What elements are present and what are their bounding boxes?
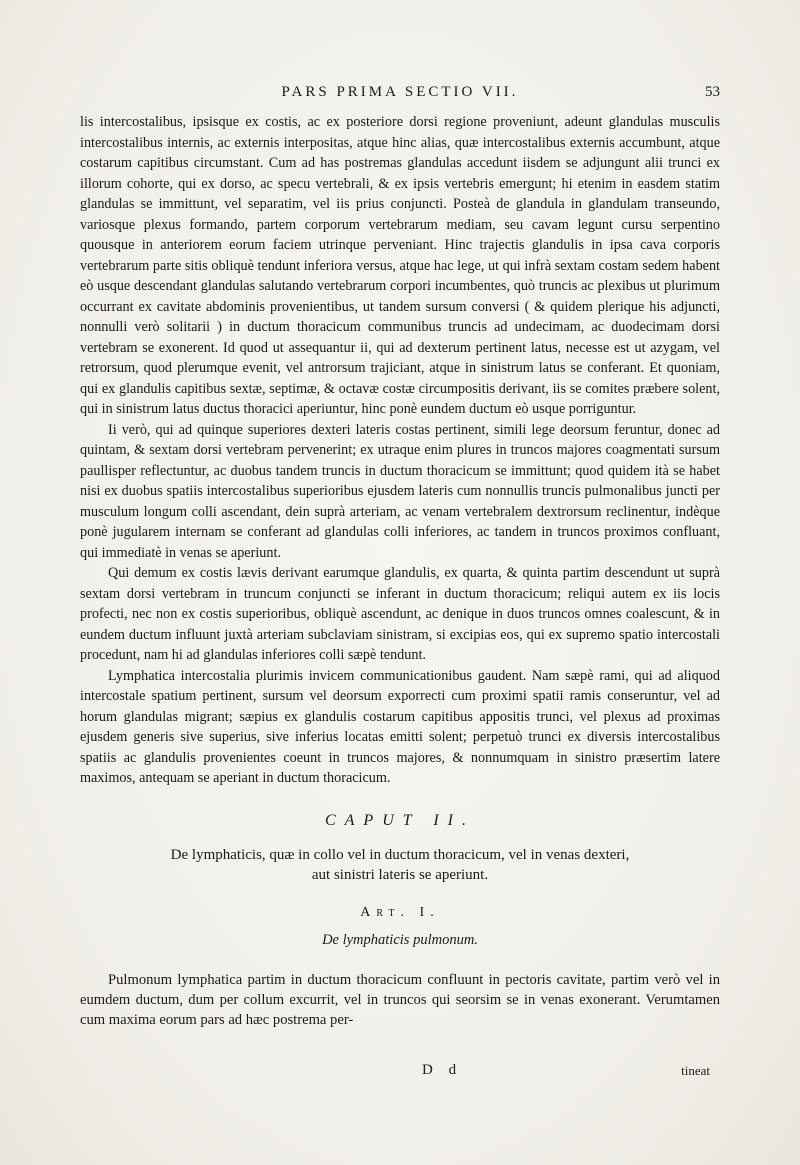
chapter-subtitle-line-2: aut sinistri lateris se aperiunt.	[311, 867, 489, 883]
page-number: 53	[705, 84, 720, 100]
paragraph-5: Pulmonum lymphatica partim in ductum thoracicum confluunt in pectoris cavitate, partim verò vel in eumdem ductum, dum per collum excurrit, vel in truncos qui seorsim se in venas exonerant. Verumtamen cum maxima eorum pars ad hæc postrema per-	[80, 972, 720, 1028]
catchword: tineat	[681, 1063, 710, 1078]
paragraph-4: Lymphatica intercostalia plurimis invicem communicationibus gaudent. Nam sæpè rami, qui ad aliquod intercostale spatium pertinent, sursum vel deorsum exporrecti cum proximi spatii ramis conseruntur, vel ad horum glandulas migrant; sæpius ex glandulis costarum capitibus appositis trunci, vel plexus ad proximas ejusdem generis sive superius, sive inferius locatas emitti solent; perpetuò trunci ex diversis intercostalibus spatiis ac glandulis provenientes coeunt in truncos majores, & nonnumquam in sinistro præsertim latere maximos, antequam se aperiant in ductum thoracicum.	[80, 667, 720, 786]
paragraph-1: lis intercostalibus, ipsisque ex costis, ac ex posteriore dorsi regione proveniunt, adeunt glandulas musculis intercostalibus internis, ac externis interpositas, atque hinc alias, quæ intercostalibus externis accumbunt, atque costarum capitibus circumstant. Cum ad has postremas glandulas accedunt iisdem se adjungunt alii trunci ex illorum cohorte, qui ex dorso, ac specu vertebrali, & ex ipsis vertebris emergunt; hi etenim in easdem statim glandulas se immittunt, vel separatim, vel iis prius conjuncti. Posteà de glandula in glandulam transeundo, variosque plexus formando, partem corporum vertebrarum mediam, seu cavam legunt cursu serpentino quousque in anteriorem eorum faciem utrinque perveniant. Hinc trajectis glandulis in ipsa cava corporis vertebrarum parte sitis obliquè tendunt inferiora versus, atque hac lege, ut qui infrà sextam costam sedem habent eò usque descendant glandulas salutando vertebrarum corpori incumbentes, quò truncis ac plexibus ut plurimum occurrant ex cavitate abdominis provenientibus, ut tandem sursum conversi ( & quidem plerique his adjuncti, nonnulli verò solitarii ) in ductum thoracicum communibus truncis ad undecimam, ac duodecimam dorsi vertebram se exonerent. Id quod ut assequantur ii, qui ad dexterum pertinent latus, necesse est ut azygam, vel retrorsum, quod plerumque evenit, vel antrorsum trajiciant, atque in sinistrum latus se conferant. Et quoniam, qui ex glandulis capitibus sextæ, septimæ, & octavæ costæ circumpositis derivant, iis se comites præbere solent, qui in sinistrum latus ductus thoracici aperiuntur, hinc ponè eundem ductum eò usque porriguntur.	[80, 114, 720, 417]
article-heading: Art. I.	[360, 905, 440, 920]
article-title: De lymphaticis pulmonum.	[322, 931, 478, 948]
main-text	[80, 112, 720, 1030]
running-title: PARS PRIMA SECTIO VII.	[281, 84, 519, 100]
chapter-subtitle	[120, 845, 680, 885]
paragraph-2: Ii verò, qui ad quinque superiores dexteri lateris costas pertinent, simili lege deorsum feruntur, donec ad quintam, & sextam dorsi vertebram pervenerint; ex utraque enim plures in truncos majores coagmentati sursum paullisper reflectuntur, ac duobus tandem truncis in ductum thoracicum se immittunt; quod quidem ità se habet nisi ex duobus spatiis intercostalibus superioribus ejusdem lateris cum nonnullis truncis pulmonalibus juncti per musculum longum colli ascendant, dein suprà arteriam, ac venam vertebralem dextrorsum reclinentur, indèque ponè jugularem internam se conferant ad glandulas colli inferiores, ac tandem in truncos proximos confluant, qui immediatè in venas se aperiunt.	[80, 421, 720, 561]
chapter-subtitle-line-1: De lymphaticis, quæ in collo vel in ductum thoracicum, vel in venas dexteri,	[170, 847, 630, 863]
page-header	[80, 84, 720, 110]
page-footer	[80, 1062, 720, 1084]
signature-mark: D d	[422, 1062, 463, 1078]
chapter-heading: CAPUT II.	[324, 811, 476, 829]
paragraph-3: Qui demum ex costis lævis derivant earumque glandulis, ex quarta, & quinta partim descendunt ut suprà sextam dorsi vertebram in truncum conjuncti se inferant in ductum thoracicum; reliqui autem ex iis locis profecti, nec non ex costis superioribus, obliquè ascendunt, ac denique in duos truncos omnes coalescunt, & in eundem ductum influunt juxtà arteriam subclaviam sinistram, si excipias eos, qui ex supremo spatio intercostali procedunt, nam hi ad glandulas inferiores colli sæpè tendunt.	[80, 565, 720, 663]
